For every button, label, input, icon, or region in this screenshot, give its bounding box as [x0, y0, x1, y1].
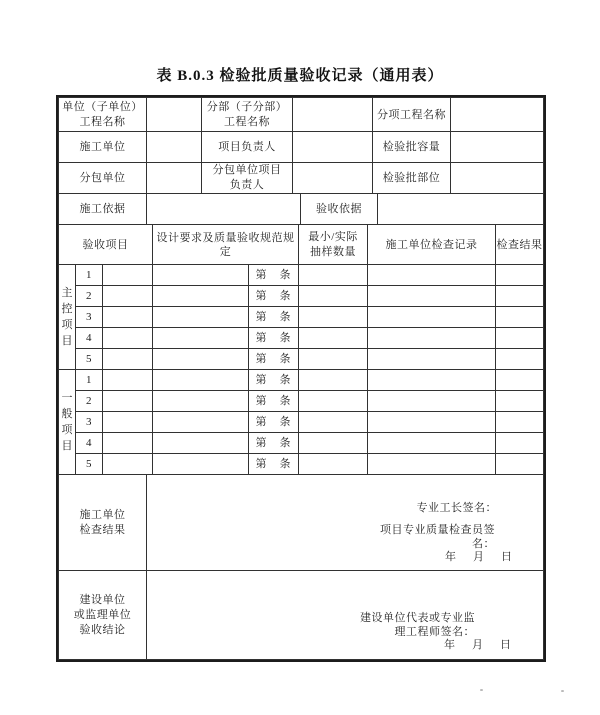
table-row: [59, 328, 544, 349]
record-cell: [368, 286, 496, 307]
basis-row: [58, 193, 544, 225]
construction-check-label: 施工单位 检查结果: [59, 475, 147, 571]
record-cell: [368, 433, 496, 454]
division-project-name-label: 分部（子分部） 工程名称: [202, 98, 293, 132]
row-number: 4: [76, 328, 103, 349]
result-cell: [496, 412, 544, 433]
table-row: [59, 163, 544, 194]
row-number: 1: [76, 265, 103, 286]
table-row: [59, 286, 544, 307]
result-cell: [496, 370, 544, 391]
table-row: [59, 433, 544, 454]
col-header-sample-quantity: 最小/实际 抽样数量: [299, 225, 368, 265]
item-name-cell: [103, 328, 153, 349]
item-name-cell: [103, 349, 153, 370]
acceptance-conclusion-section: [58, 570, 544, 660]
unit-project-name-value: [147, 98, 202, 132]
table-row: [59, 391, 544, 412]
requirement-cell: [153, 412, 249, 433]
foreman-signature-label: 专业工长签名：: [416, 502, 497, 514]
requirement-cell: [153, 349, 249, 370]
item-name-cell: [103, 286, 153, 307]
subcontractor-leader-value: [293, 163, 373, 194]
construction-check-signature-area: [147, 475, 544, 571]
table-row: [59, 98, 544, 132]
batch-capacity-value: [451, 132, 544, 163]
table-row: [59, 307, 544, 328]
batch-location-value: [451, 163, 544, 194]
table-row: [59, 194, 544, 225]
requirement-cell: [153, 433, 249, 454]
clause-cell: 第 条: [249, 286, 299, 307]
project-leader-label: 项目负责人: [202, 132, 293, 163]
project-info-table: [58, 97, 544, 194]
sample-cell: [299, 349, 368, 370]
clause-cell: 第 条: [249, 433, 299, 454]
quality-inspector-signature-label: 项目专业质量检查员签名：: [380, 524, 495, 550]
item-name-cell: [103, 433, 153, 454]
record-cell: [368, 307, 496, 328]
clause-cell: 第 条: [249, 454, 299, 475]
item-name-cell: [103, 391, 153, 412]
table-row: [59, 265, 544, 286]
unit-project-name-label: 单位（子单位） 工程名称: [59, 98, 147, 132]
col-header-check-result: 检查结果: [496, 225, 544, 265]
clause-cell: 第 条: [249, 349, 299, 370]
construction-check-section: [58, 474, 544, 571]
result-cell: [496, 307, 544, 328]
form-title: 表 B.0.3 检验批质量验收记录（通用表）: [156, 68, 444, 84]
scan-speck: [561, 690, 564, 692]
acceptance-basis-label: 验收依据: [301, 194, 378, 225]
batch-location-label: 检验批部位: [373, 163, 451, 194]
sample-cell: [299, 328, 368, 349]
clause-cell: 第 条: [249, 265, 299, 286]
construction-unit-value: [147, 132, 202, 163]
col-header-acceptance-item: 验收项目: [59, 225, 153, 265]
table-row: [59, 370, 544, 391]
subcontractor-leader-label: 分包单位项目 负责人: [202, 163, 293, 194]
table-row: [59, 571, 544, 660]
row-number: 2: [76, 286, 103, 307]
sample-cell: [299, 370, 368, 391]
col-header-check-record: 施工单位检查记录: [368, 225, 496, 265]
sample-cell: [299, 307, 368, 328]
row-number: 2: [76, 391, 103, 412]
sample-cell: [299, 454, 368, 475]
clause-cell: 第 条: [249, 412, 299, 433]
scan-speck: [480, 689, 483, 691]
requirement-cell: [153, 328, 249, 349]
requirement-cell: [153, 307, 249, 328]
table-row: [59, 454, 544, 475]
record-cell: [368, 265, 496, 286]
result-cell: [496, 286, 544, 307]
clause-cell: 第 条: [249, 307, 299, 328]
col-header-design-requirement: 设计要求及质量验收规范规定: [153, 225, 299, 265]
item-name-cell: [103, 265, 153, 286]
row-number: 4: [76, 433, 103, 454]
row-number: 3: [76, 307, 103, 328]
item-name-cell: [103, 307, 153, 328]
result-cell: [496, 454, 544, 475]
record-cell: [368, 370, 496, 391]
clause-cell: 第 条: [249, 370, 299, 391]
item-project-name-value: [451, 98, 544, 132]
sample-cell: [299, 391, 368, 412]
requirement-cell: [153, 370, 249, 391]
result-cell: [496, 391, 544, 412]
requirement-cell: [153, 286, 249, 307]
inspection-items-table: [58, 224, 544, 475]
item-name-cell: [103, 454, 153, 475]
row-number: 3: [76, 412, 103, 433]
table-row: [59, 349, 544, 370]
sample-cell: [299, 433, 368, 454]
check-date-label: 年 月 日: [445, 551, 515, 563]
row-number: 1: [76, 370, 103, 391]
requirement-cell: [153, 454, 249, 475]
result-cell: [496, 433, 544, 454]
subcontractor-label: 分包单位: [59, 163, 147, 194]
clause-cell: 第 条: [249, 391, 299, 412]
division-project-name-value: [293, 98, 373, 132]
acceptance-basis-value: [378, 194, 544, 225]
item-name-cell: [103, 370, 153, 391]
acceptance-signature-area: [147, 571, 544, 660]
requirement-cell: [153, 391, 249, 412]
record-cell: [368, 349, 496, 370]
requirement-cell: [153, 265, 249, 286]
batch-capacity-label: 检验批容量: [373, 132, 451, 163]
result-cell: [496, 349, 544, 370]
table-row: [59, 412, 544, 433]
acceptance-date-label: 年 月 日: [444, 639, 514, 651]
group-label-general: 一般项目: [59, 370, 76, 475]
acceptance-conclusion-label: 建设单位 或监理单位 验收结论: [59, 571, 147, 660]
item-name-cell: [103, 412, 153, 433]
row-number: 5: [76, 349, 103, 370]
record-cell: [368, 391, 496, 412]
table-row: [59, 132, 544, 163]
result-cell: [496, 328, 544, 349]
row-number: 5: [76, 454, 103, 475]
result-cell: [496, 265, 544, 286]
table-row: [59, 475, 544, 571]
group-label-main-control: 主控项目: [59, 265, 76, 370]
sample-cell: [299, 412, 368, 433]
record-cell: [368, 412, 496, 433]
representative-signature-label: 建设单位代表或专业监理工程师签名：: [360, 612, 475, 638]
record-cell: [368, 328, 496, 349]
construction-unit-label: 施工单位: [59, 132, 147, 163]
inspection-record-form: [56, 95, 546, 662]
subcontractor-value: [147, 163, 202, 194]
construction-basis-label: 施工依据: [59, 194, 147, 225]
record-cell: [368, 454, 496, 475]
clause-cell: 第 条: [249, 328, 299, 349]
sample-cell: [299, 265, 368, 286]
construction-basis-value: [147, 194, 301, 225]
project-leader-value: [293, 132, 373, 163]
item-project-name-label: 分项工程名称: [373, 98, 451, 132]
sample-cell: [299, 286, 368, 307]
table-row: [59, 225, 544, 265]
